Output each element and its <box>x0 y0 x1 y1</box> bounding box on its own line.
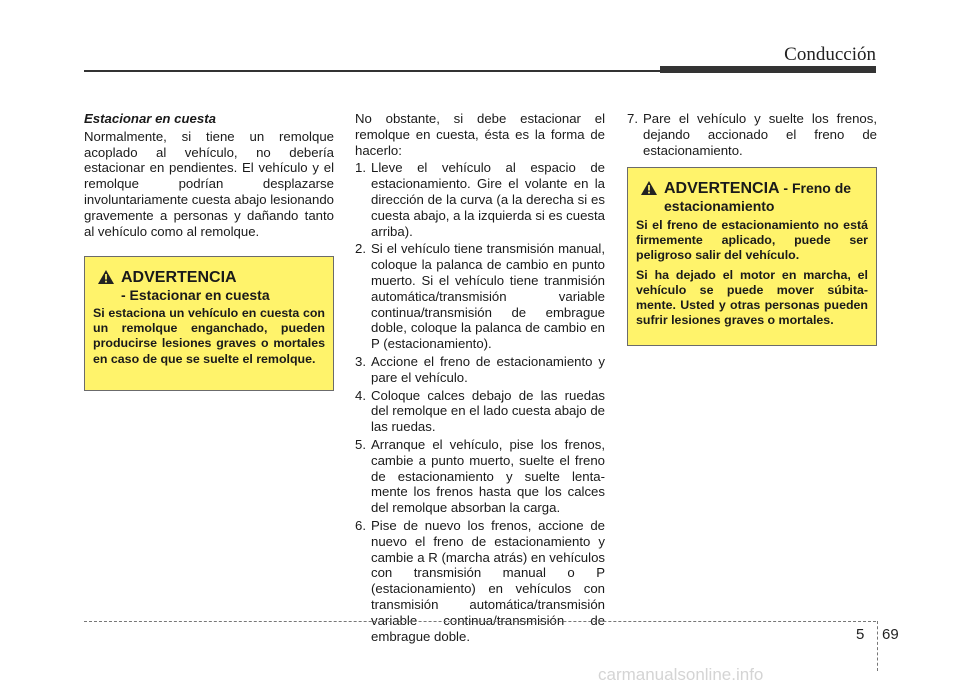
warning-text: Si estaciona un vehículo en cuesta con un remolque enganchado, pueden producirse lesiones graves o mortales en caso de que se suelte el remolque. <box>93 306 325 366</box>
list-item <box>355 354 605 386</box>
footer-rule <box>84 621 876 622</box>
column-right <box>627 111 877 160</box>
warning-heading <box>628 168 876 216</box>
warning-subtitle: - Estacionar en cuesta <box>121 287 270 303</box>
header-rule-thick <box>660 66 876 73</box>
warning-text-2: Si ha dejado el motor en marcha, el vehículo se puede mover súbita-mente. Usted y otras personas pueden sufrir lesiones graves o mortales. <box>636 267 868 328</box>
step-text: Coloque calces debajo de las ruedas del remolque en el lado cuesta abajo de las ruedas. <box>371 387 605 435</box>
step-text: Pise de nuevo los frenos, accione de nuevo el freno de estacionamiento y cambie a R (marcha atrás) en vehículos con transmisión manual o P (estacionamiento) en vehículos con transmisión automática/transmisión variable continua/transmisión de embrague doble. <box>371 517 605 644</box>
step-number: 5. <box>355 436 366 452</box>
list-item <box>627 111 877 158</box>
list-item <box>355 388 605 435</box>
chapter-number: 5 <box>856 626 865 643</box>
warning-title: ADVERTENCIA <box>664 180 779 197</box>
warning-text-1: Si el freno de estacionamiento no está firmemente aplicado, puede ser peligroso salir del vehículo. <box>636 218 868 263</box>
warning-triangle-icon <box>97 269 115 285</box>
watermark: carmanualsonline.info <box>598 665 764 684</box>
warning-title: ADVERTENCIA <box>121 269 237 286</box>
page-number-separator <box>877 621 878 671</box>
warning-subtitle: - Freno de estacionamiento <box>664 180 852 214</box>
list-item <box>355 241 605 352</box>
page-header-title: Conducción <box>784 44 876 65</box>
warning-body <box>628 216 876 328</box>
warning-body <box>85 304 333 367</box>
warning-box-slope <box>84 256 334 391</box>
step-number: 1. <box>355 160 366 176</box>
column-left <box>84 111 334 239</box>
warning-title-line <box>664 180 868 216</box>
page-number: 69 <box>882 626 899 643</box>
list-item <box>355 160 605 239</box>
step-text: Si el vehículo tiene transmisión manual, coloque la palanca de cambio en punto muerto. Si el vehículo tiene tranmisión automática/transmisión variable continua/transmisión de embrague doble, coloque la palanca de cambio en P (estacionamiento). <box>371 241 605 352</box>
step-number: 7. <box>627 111 638 126</box>
step-text: Arranque el vehículo, pise los frenos, cambie a punto muerto, suelte el freno de estacionamiento y suelte lenta-mente los frenos hasta que los calces del remolque absorban la carga. <box>371 436 605 516</box>
step-number: 2. <box>355 241 366 257</box>
step-text: Lleve el vehículo al espacio de estacionamiento. Gire el volante en la dirección de la curva (a la derecha si es cuesta abajo, a la izquierda si es cuesta arriba). <box>371 160 605 239</box>
header-rule-thin <box>84 70 660 72</box>
step-text: Accione el freno de estacionamiento y pare el vehículo. <box>371 353 605 385</box>
column-middle <box>355 111 605 646</box>
warning-triangle-icon <box>640 180 658 196</box>
step-text: Pare el vehículo y suelte los frenos, dejando accionado el freno de estacionamiento. <box>643 111 877 158</box>
step-number: 4. <box>355 387 366 403</box>
section-subheading: Estacionar en cuesta <box>84 111 216 126</box>
section-paragraph: Normalmente, si tiene un remolque acoplado al vehículo, no debería estacionar en pendientes. El vehículo y el remolque podrían desplazarse involuntariamente cuesta abajo lesionando gravemente a personas y dañando tanto al vehículo como al remolque. <box>84 128 335 239</box>
steps-list <box>355 160 605 644</box>
warning-heading <box>85 257 333 304</box>
list-item <box>355 437 605 516</box>
step-number: 6. <box>355 517 366 533</box>
step-number: 3. <box>355 353 366 369</box>
warning-box-parking-brake <box>627 167 877 346</box>
list-item <box>355 518 605 644</box>
steps-intro: No obstante, si debe estacionar el remolque en cuesta, ésta es la forma de hacerlo: <box>355 111 605 158</box>
steps-list-continued <box>627 111 877 158</box>
